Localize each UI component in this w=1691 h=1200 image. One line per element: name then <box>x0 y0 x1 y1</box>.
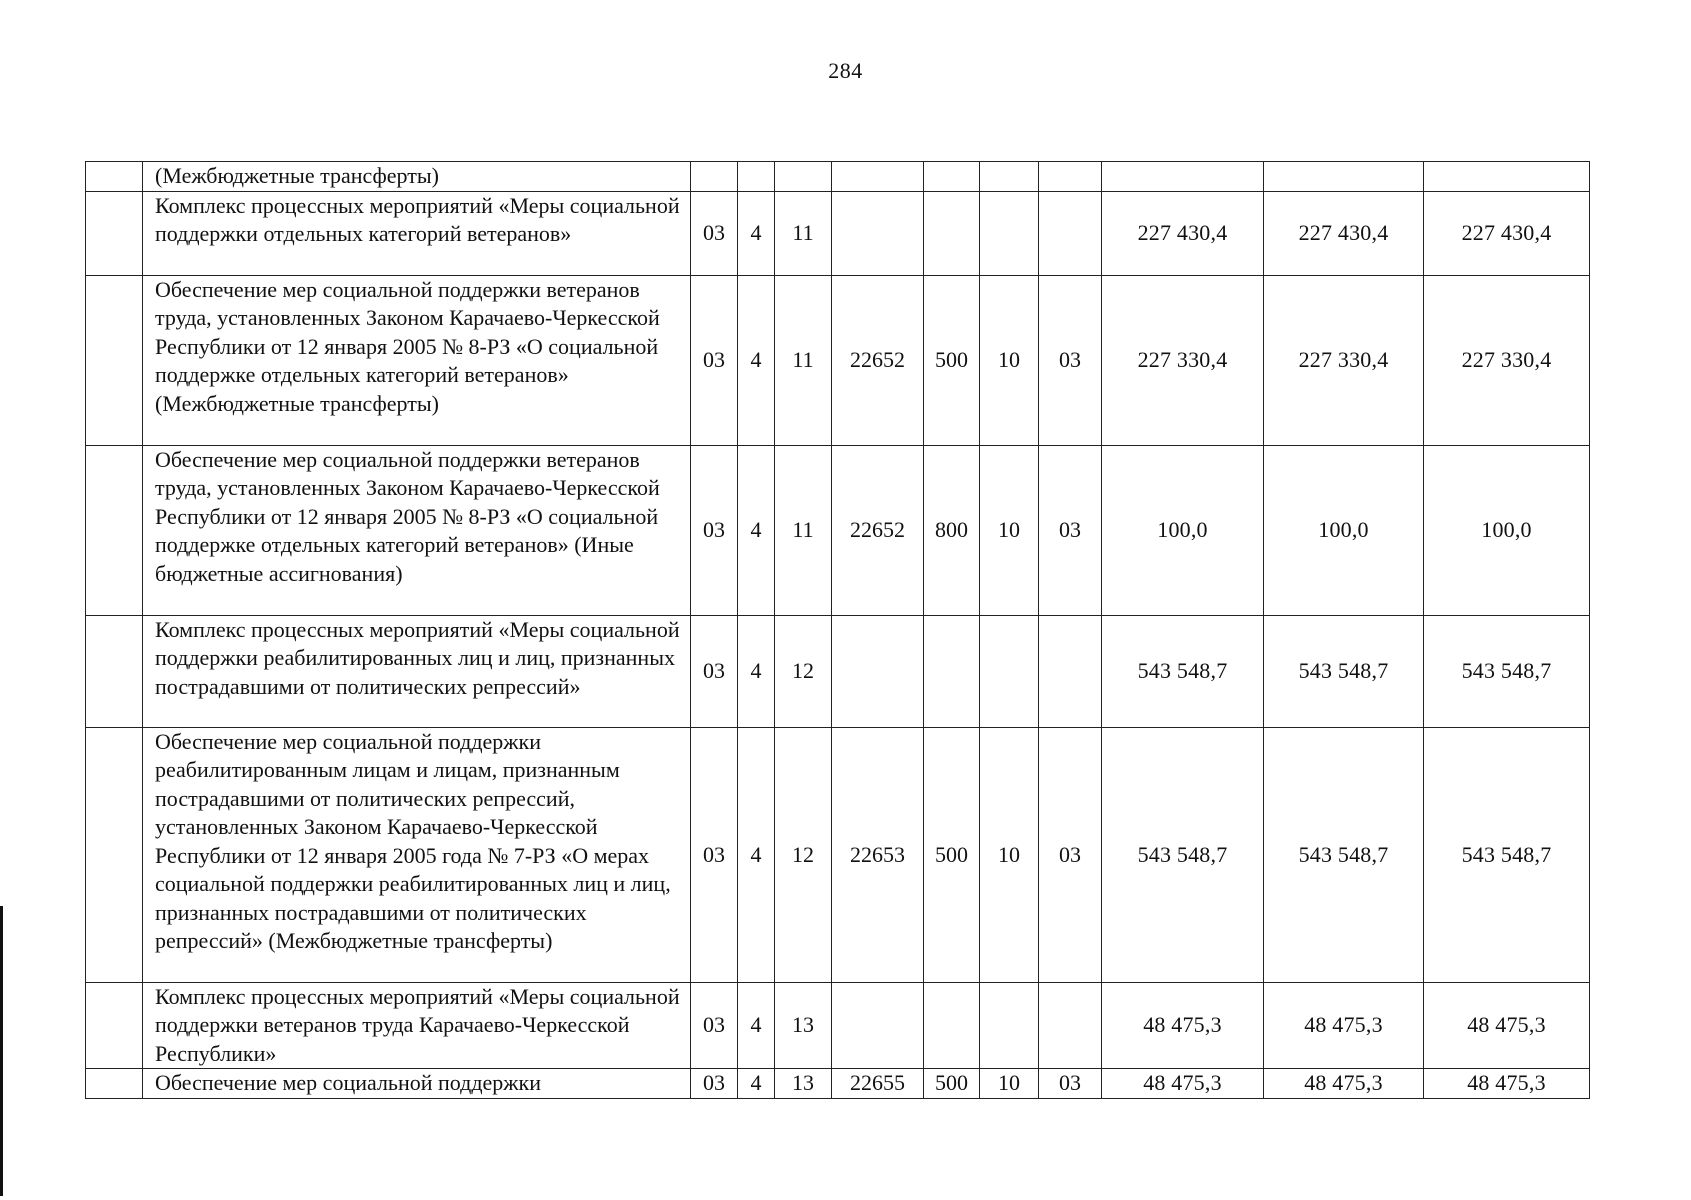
description-cell: Комплекс процессных мероприятий «Меры социальной поддержки отдельных категорий ветеранов» <box>143 191 691 275</box>
row-number-cell <box>86 191 143 275</box>
description-cell: Обеспечение мер социальной поддержки реабилитированным лицам и лицам, признанным пострадавшими от политических репрессий, установленных Законом Карачаево-Черкесской Республики от 12 января 2005 года № 7-РЗ «О мерах социальной поддержки реабилитированных лиц и лиц, признанных пострадавшими от политических репрессий» (Межбюджетные трансферты) <box>143 727 691 982</box>
code-cell-subsection: 03 <box>1039 445 1102 615</box>
description-cell: (Межбюджетные трансферты) <box>143 162 691 192</box>
code-cell-expense-type: 800 <box>924 445 980 615</box>
code-cell-direction: 22653 <box>832 727 924 982</box>
code-cell-subsection <box>1039 162 1102 192</box>
row-number-cell <box>86 275 143 445</box>
row-number-cell <box>86 162 143 192</box>
code-cell-section <box>980 191 1039 275</box>
code-cell-ministry <box>691 162 738 192</box>
code-cell-expense-type <box>924 982 980 1069</box>
code-cell-ministry: 03 <box>691 727 738 982</box>
amount-cell-2: 543 548,7 <box>1264 615 1424 727</box>
amount-cell-1: 227 330,4 <box>1102 275 1264 445</box>
code-cell-ministry: 03 <box>691 982 738 1069</box>
code-cell-ministry: 03 <box>691 445 738 615</box>
code-cell-ministry: 03 <box>691 615 738 727</box>
code-cell-complex: 13 <box>775 982 832 1069</box>
code-cell-section: 10 <box>980 445 1039 615</box>
amount-cell-2 <box>1264 162 1424 192</box>
code-cell-ministry: 03 <box>691 1069 738 1099</box>
code-cell-program-type: 4 <box>738 445 775 615</box>
amount-cell-1: 227 430,4 <box>1102 191 1264 275</box>
table-row <box>86 615 1590 727</box>
table-row <box>86 445 1590 615</box>
amount-cell-3: 48 475,3 <box>1424 1069 1590 1099</box>
page-number: 284 <box>828 58 863 83</box>
amount-cell-3: 227 430,4 <box>1424 191 1590 275</box>
code-cell-program-type: 4 <box>738 275 775 445</box>
code-cell-complex: 13 <box>775 1069 832 1099</box>
code-cell-expense-type <box>924 162 980 192</box>
amount-cell-2: 100,0 <box>1264 445 1424 615</box>
code-cell-section: 10 <box>980 275 1039 445</box>
code-cell-subsection: 03 <box>1039 275 1102 445</box>
code-cell-subsection: 03 <box>1039 727 1102 982</box>
code-cell-subsection <box>1039 982 1102 1069</box>
code-cell-complex <box>775 162 832 192</box>
code-cell-program-type: 4 <box>738 615 775 727</box>
code-cell-section <box>980 162 1039 192</box>
code-cell-complex: 11 <box>775 275 832 445</box>
code-cell-section: 10 <box>980 1069 1039 1099</box>
code-cell-direction: 22652 <box>832 445 924 615</box>
description-cell: Обеспечение мер социальной поддержки ветеранов труда, установленных Законом Карачаево-Черкесской Республики от 12 января 2005 № 8-РЗ «О социальной поддержке отдельных категорий ветеранов» (Иные бюджетные ассигнования) <box>143 445 691 615</box>
code-cell-expense-type <box>924 615 980 727</box>
amount-cell-1: 543 548,7 <box>1102 615 1264 727</box>
table-row <box>86 982 1590 1069</box>
amount-cell-3: 543 548,7 <box>1424 727 1590 982</box>
code-cell-direction <box>832 191 924 275</box>
table-row <box>86 162 1590 192</box>
amount-cell-3: 227 330,4 <box>1424 275 1590 445</box>
code-cell-program-type <box>738 162 775 192</box>
amount-cell-1: 100,0 <box>1102 445 1264 615</box>
code-cell-program-type: 4 <box>738 727 775 982</box>
budget-table <box>85 161 1590 1099</box>
code-cell-ministry: 03 <box>691 275 738 445</box>
description-cell: Комплекс процессных мероприятий «Меры социальной поддержки реабилитированных лиц и лиц, признанных пострадавшими от политических репрессий» <box>143 615 691 727</box>
code-cell-subsection <box>1039 191 1102 275</box>
code-cell-section <box>980 615 1039 727</box>
table-row <box>86 1069 1590 1099</box>
code-cell-expense-type: 500 <box>924 275 980 445</box>
code-cell-subsection <box>1039 615 1102 727</box>
amount-cell-1: 48 475,3 <box>1102 982 1264 1069</box>
code-cell-expense-type: 500 <box>924 727 980 982</box>
table-row <box>86 275 1590 445</box>
code-cell-complex: 12 <box>775 727 832 982</box>
code-cell-complex: 11 <box>775 191 832 275</box>
code-cell-direction <box>832 982 924 1069</box>
code-cell-complex: 12 <box>775 615 832 727</box>
code-cell-program-type: 4 <box>738 982 775 1069</box>
description-cell: Обеспечение мер социальной поддержки ветеранов труда, установленных Законом Карачаево-Черкесской Республики от 12 января 2005 № 8-РЗ «О социальной поддержке отдельных категорий ветеранов» (Межбюджетные трансферты) <box>143 275 691 445</box>
row-number-cell <box>86 1069 143 1099</box>
code-cell-section: 10 <box>980 727 1039 982</box>
code-cell-subsection: 03 <box>1039 1069 1102 1099</box>
row-number-cell <box>86 445 143 615</box>
code-cell-expense-type <box>924 191 980 275</box>
amount-cell-2: 543 548,7 <box>1264 727 1424 982</box>
description-cell: Комплекс процессных мероприятий «Меры социальной поддержки ветеранов труда Карачаево-Черкесской Республики» <box>143 982 691 1069</box>
code-cell-complex: 11 <box>775 445 832 615</box>
code-cell-direction <box>832 615 924 727</box>
amount-cell-3: 48 475,3 <box>1424 982 1590 1069</box>
amount-cell-1: 543 548,7 <box>1102 727 1264 982</box>
scan-margin-mark <box>0 906 3 1196</box>
row-number-cell <box>86 727 143 982</box>
code-cell-direction: 22652 <box>832 275 924 445</box>
row-number-cell <box>86 615 143 727</box>
table-row <box>86 191 1590 275</box>
amount-cell-2: 227 430,4 <box>1264 191 1424 275</box>
code-cell-section <box>980 982 1039 1069</box>
code-cell-program-type: 4 <box>738 191 775 275</box>
code-cell-program-type: 4 <box>738 1069 775 1099</box>
code-cell-expense-type: 500 <box>924 1069 980 1099</box>
amount-cell-3 <box>1424 162 1590 192</box>
row-number-cell <box>86 982 143 1069</box>
amount-cell-1 <box>1102 162 1264 192</box>
code-cell-direction: 22655 <box>832 1069 924 1099</box>
amount-cell-1: 48 475,3 <box>1102 1069 1264 1099</box>
amount-cell-3: 543 548,7 <box>1424 615 1590 727</box>
description-cell: Обеспечение мер социальной поддержки <box>143 1069 691 1099</box>
amount-cell-2: 48 475,3 <box>1264 982 1424 1069</box>
amount-cell-2: 48 475,3 <box>1264 1069 1424 1099</box>
table-row <box>86 727 1590 982</box>
amount-cell-3: 100,0 <box>1424 445 1590 615</box>
code-cell-ministry: 03 <box>691 191 738 275</box>
amount-cell-2: 227 330,4 <box>1264 275 1424 445</box>
code-cell-direction <box>832 162 924 192</box>
